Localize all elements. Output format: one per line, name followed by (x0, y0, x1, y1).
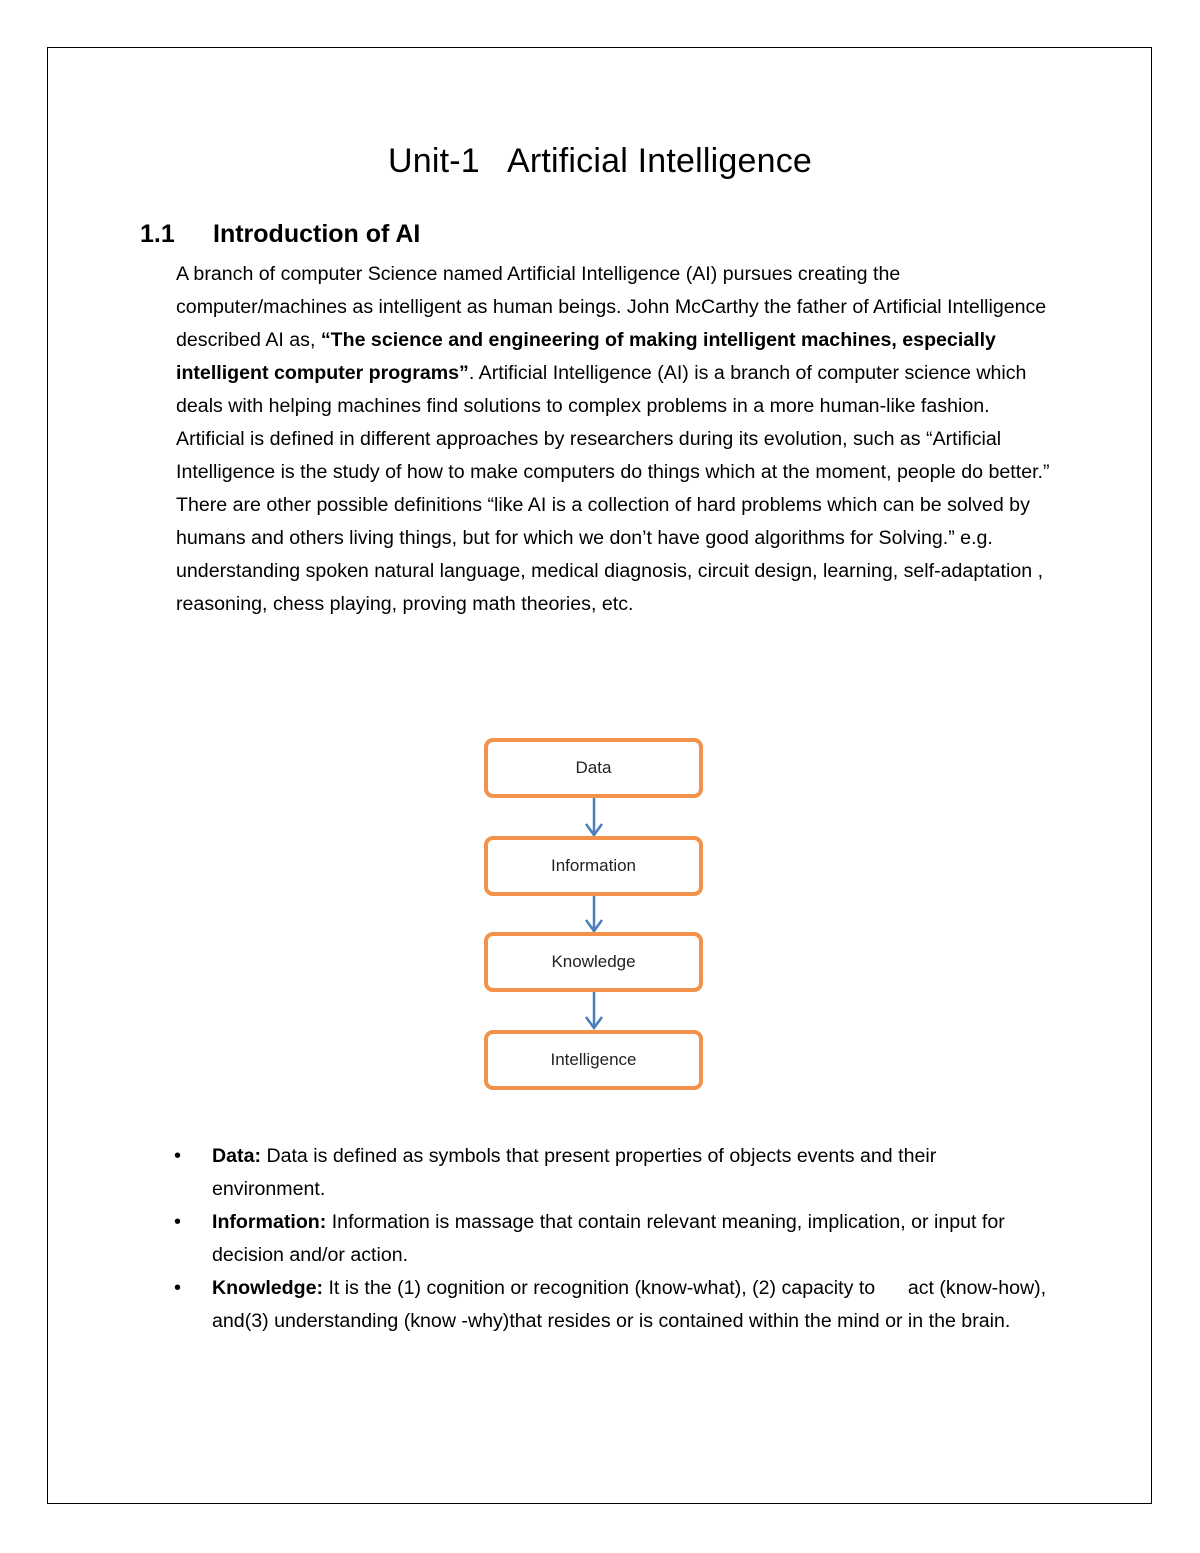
mccarthy-quote: “The science and engineering of making intelligent machines, especially intelligent computer programs” (176, 329, 996, 384)
bullet-icon: • (174, 1277, 182, 1299)
node-data: Data (484, 738, 703, 798)
term-knowledge: Knowledge: (212, 1277, 324, 1299)
term-information: Information: (212, 1211, 327, 1233)
list-item-knowledge (170, 1272, 1050, 1338)
intro-body (176, 258, 1066, 621)
paragraph-3: There are other possible definitions “like AI is a collection of hard problems which can be solved by humans and others living things, but for which we don’t have good algorithms for Solving.” e.g. understanding spoken natural language, medical diagnosis, circuit design, learning, self-adaptation , reasoning, chess playing, proving math theories, etc. (176, 494, 1044, 615)
arrow-data-to-information (586, 798, 602, 835)
arrow-information-to-knowledge (586, 896, 602, 931)
dikw-flow-diagram (470, 730, 730, 1100)
list-item-data (170, 1140, 1050, 1206)
bullet-icon: • (174, 1211, 182, 1233)
definition-list (170, 1140, 1050, 1338)
paragraph-1-text-b: . Artificial Intelligence (AI) is a branch of computer science which deals with helping machines find solutions to complex problems in a more human-like fashion. (176, 362, 1027, 417)
section-heading (140, 220, 420, 249)
paragraph-1-text-a: A branch of computer Science named Artificial Intelligence (AI) pursues creating the computer/machines as intelligent as human beings. John McCarthy the father of Artificial Intelligence described AI as, (176, 263, 1047, 351)
bullet-icon: • (174, 1145, 182, 1167)
definition-information: Information is massage that contain relevant meaning, implication, or input for decision and/or action. (212, 1211, 1005, 1266)
node-knowledge: Knowledge (484, 932, 703, 992)
page-title: Unit-1 Artificial Intelligence (387, 142, 813, 180)
definition-knowledge: It is the (1) cognition or recognition (know-what), (2) capacity to act (know-how), and(3) understanding (know -why)that resides or is contained within the mind or in the brain. (212, 1277, 1052, 1332)
list-item-information (170, 1206, 1050, 1272)
definition-data: Data is defined as symbols that present properties of objects events and their environment. (212, 1145, 937, 1200)
paragraph-2: Artificial is defined in different approaches by researchers during its evolution, such as “Artificial Intelligence is the study of how to make computers do things which at the moment, people do better.” (176, 428, 1050, 483)
paragraph-1 (176, 258, 1066, 423)
term-data: Data: (212, 1145, 261, 1167)
section-number: 1.1 (140, 220, 175, 248)
arrow-knowledge-to-intelligence (586, 992, 602, 1028)
section-title: Introduction of AI (213, 220, 421, 248)
node-intelligence: Intelligence (484, 1030, 703, 1090)
node-information: Information (484, 836, 703, 896)
